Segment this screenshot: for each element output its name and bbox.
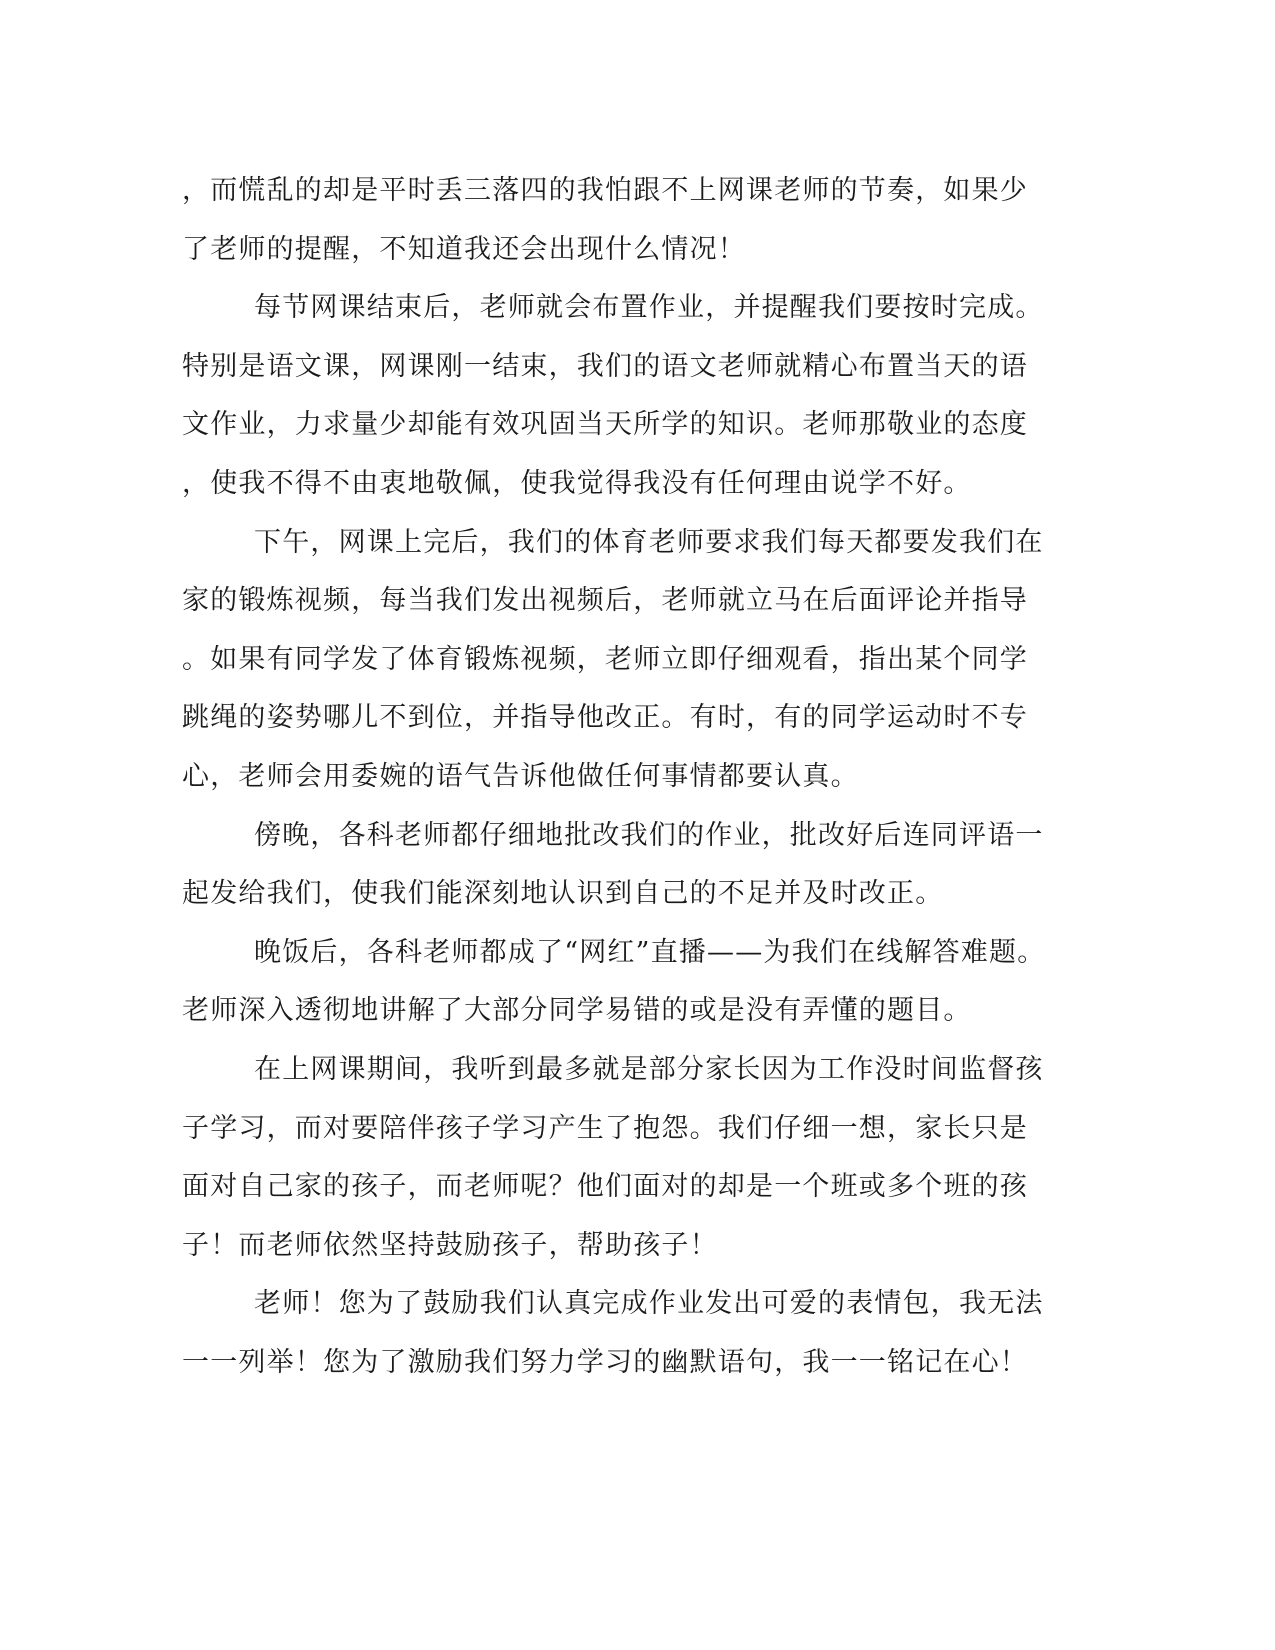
text-line-16: 在上网课期间，我听到最多就是部分家长因为工作没时间监督孩 [254, 1053, 1044, 1085]
text-line-10: 跳绳的姿势哪儿不到位，并指导他改正。有时，有的同学运动时不专 [182, 702, 1028, 734]
text-line-7: 下午，网课上完后，我们的体育老师要求我们每天都要发我们在 [254, 526, 1044, 558]
text-line-17: 子学习，而对要陪伴孩子学习产生了抱怨。我们仔细一想，家长只是 [182, 1112, 1028, 1144]
text-line-3: 每节网课结束后，老师就会布置作业，并提醒我们要按时完成。 [254, 292, 1044, 324]
text-line-4: 特别是语文课，网课刚一结束，我们的语文老师就精心布置当天的语 [182, 350, 1028, 382]
text-line-12: 傍晚，各科老师都仔细地批改我们的作业，批改好后连同评语一 [254, 819, 1044, 851]
text-line-6: ，使我不得不由衷地敬佩，使我觉得我没有任何理由说学不好。 [182, 467, 972, 499]
text-line-8: 家的锻炼视频，每当我们发出视频后，老师就立马在后面评论并指导 [182, 585, 1028, 617]
text-line-18: 面对自己家的孩子，而老师呢？他们面对的却是一个班或多个班的孩 [182, 1171, 1028, 1203]
text-line-1: ，而慌乱的却是平时丢三落四的我怕跟不上网课老师的节奏，如果少 [182, 175, 1028, 206]
text-line-11: 心，老师会用委婉的语气告诉他做任何事情都要认真。 [182, 760, 859, 792]
text-line-5: 文作业，力求量少却能有效巩固当天所学的知识。老师那敬业的态度 [182, 409, 1028, 441]
text-line-9: 。如果有同学发了体育锻炼视频，老师立即仔细观看，指出某个同学 [182, 643, 1028, 675]
text-line-20: 老师！您为了鼓励我们认真完成作业发出可爱的表情包，我无法 [254, 1288, 1044, 1320]
text-line-2: 了老师的提醒，不知道我还会出现什么情况！ [182, 233, 746, 265]
text-line-15: 老师深入透彻地讲解了大部分同学易错的或是没有弄懂的题目。 [182, 995, 972, 1027]
text-line-14: 晚饭后，各科老师都成了“网红”直播——为我们在线解答难题。 [254, 936, 1046, 968]
text-line-13: 起发给我们，使我们能深刻地认识到自己的不足并及时改正。 [182, 878, 944, 910]
body-text [182, 162, 1046, 1392]
text-line-21: 一一列举！您为了激励我们努力学习的幽默语句，我一一铭记在心！ [182, 1346, 1028, 1378]
text-line-19: 子！而老师依然坚持鼓励孩子，帮助孩子！ [182, 1229, 718, 1261]
